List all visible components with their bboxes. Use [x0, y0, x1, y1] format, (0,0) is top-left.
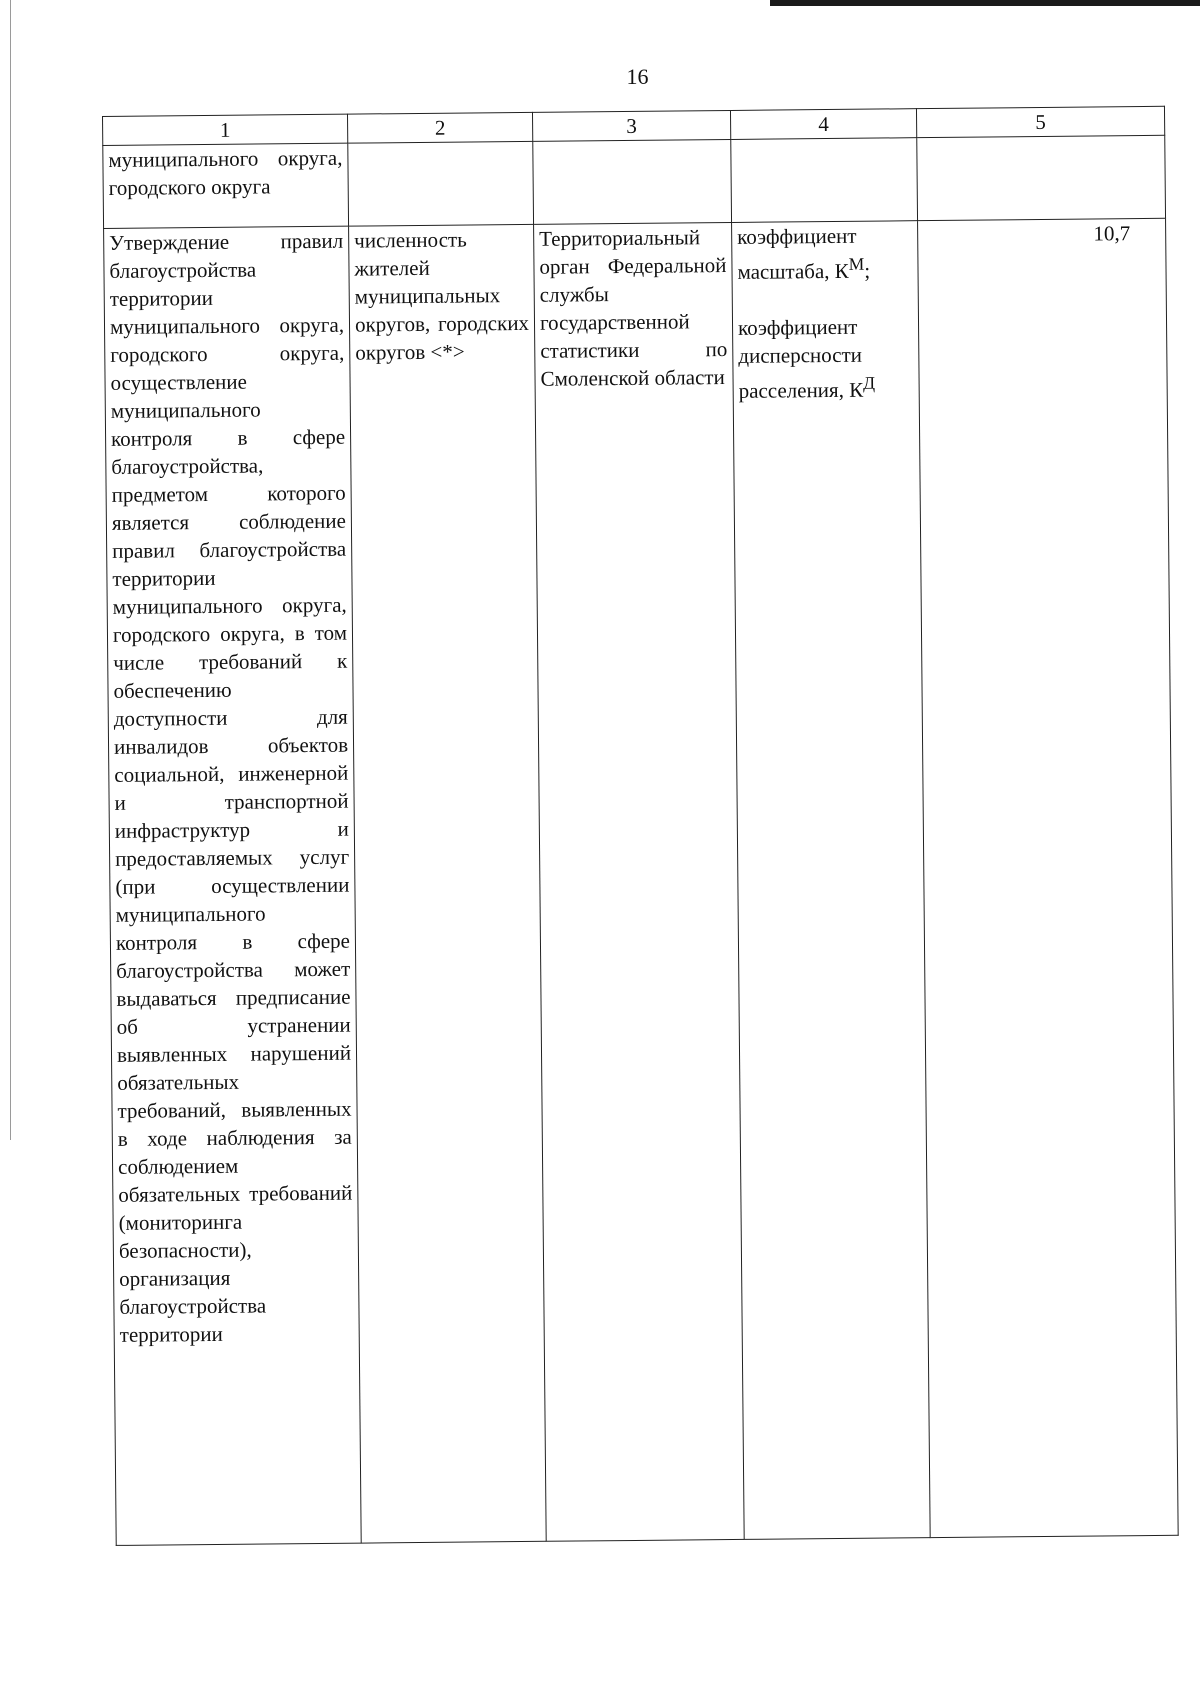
- table-header-cell: 1: [103, 114, 348, 145]
- table-cell: муниципального округа, городского округа: [103, 143, 349, 228]
- table-cell-description: Утверждение правил благоустройства территории муниципального округа, городского округа, осуществление муниципального контроля в сфере благоустройства, предметом которого является соблюдение правил благоустройства территории муниципального округа, городского округа, в том числе требований к обеспечению доступности для инвалидов объектов социальной, инженерной и транспортной инфраструктур и предоставляемых услуг (при осуществлении муниципального контроля в сфере благоустройства может выдаваться предписание об устранении выявленных нарушений обязательных требований, выявленных в ходе наблюдения за соблюдением обязательных требований (мониторинга безопасности), организация благоустройства территории: [104, 226, 362, 1545]
- spacer: [738, 284, 913, 314]
- table-container: [102, 106, 1178, 1546]
- coefficient-scale-superscript: М: [848, 253, 865, 274]
- coefficient-dispersion: [738, 312, 914, 405]
- table-cell: [731, 138, 918, 223]
- coefficient-scale-label: коэффициент масштаба, К: [737, 223, 857, 284]
- table-cell: [348, 141, 534, 226]
- table-header-cell: 5: [916, 106, 1164, 137]
- coefficient-scale: [737, 221, 913, 286]
- table-cell-indicator: численность жителей муниципальных округов, городских округов <*>: [349, 224, 547, 1543]
- table-header-cell: 4: [730, 109, 916, 140]
- table-row: [103, 135, 1166, 228]
- data-table: [102, 106, 1179, 1546]
- table-cell-coefficients: [732, 221, 931, 1540]
- coefficient-dispersion-superscript: Д: [862, 372, 876, 393]
- table-cell-value: 10,7: [918, 218, 1179, 1537]
- page-number: 16: [626, 64, 649, 89]
- scan-edge-top: [770, 0, 1200, 6]
- table-row: [104, 218, 1179, 1545]
- coefficient-dispersion-label: коэффициент дисперсности расселения, К: [737, 314, 864, 403]
- table-cell: [533, 139, 732, 224]
- scan-edge-left: [10, 0, 11, 1140]
- coefficient-scale-tail: ;: [864, 258, 871, 283]
- table-header-cell: 3: [532, 110, 730, 141]
- table-cell-source: Территориальный орган Федеральной службы государственной статистики по Смоленской области: [534, 222, 745, 1541]
- table-cell: [917, 135, 1166, 220]
- table-header-cell: 2: [347, 112, 532, 143]
